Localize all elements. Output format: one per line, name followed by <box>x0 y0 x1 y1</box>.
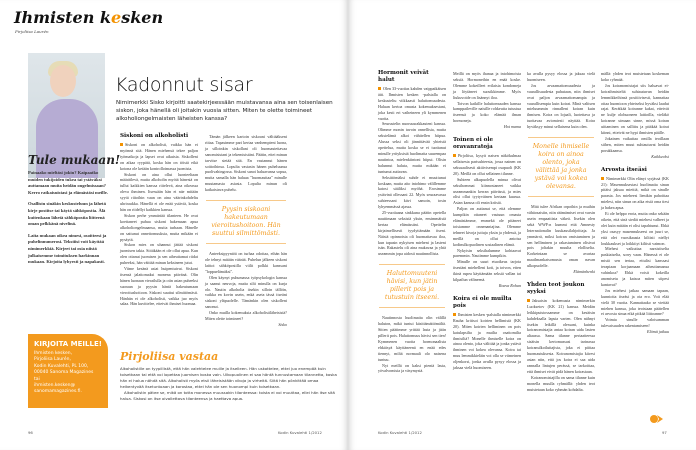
signature: Sisko <box>278 321 287 327</box>
paragraph: Alkoholistin pätee se, mikä on totta monessa muussakin tilanteessa: toista ei voi muuttaa, ellei hän itse sitä halua. Siskosi on itse oivallettava tilanteensa ja haettava apua. <box>120 390 335 401</box>
continue-arrow-icon <box>650 414 664 424</box>
right-column-1 <box>378 70 446 374</box>
bullet-square-icon <box>453 313 456 316</box>
contact-email[interactable]: ihmisten.kesken@ <box>34 383 76 389</box>
paragraph: Miehesi vaikuttaa narsistiselta paskiaiselta, sorry vaan. Hänessä ei ole mistä sen tertaa, ettulisi kanssasi terapiaan korjaamaan aiheuttamansa vahinkoa? Ehkä voisit kokeilla anomisetu ja katsoa miten siipesi kantavat? <box>601 246 669 287</box>
paragraph: Nimimerkki Olin elänyt syrjässä (KK 21): Masennuksestasi huolimatta sinun pitäisi jaksaa miettiä, mikä on sinulle parasta. Jos mieheesi lienikin pahoittaa mielesi, niin sinun on aika etsiä oma tiesi ja hakea apua. <box>601 175 669 211</box>
intro: Nimimerkki Sisko kirjoitti saatekirjeessään muistavansa aina sen toisenlaisen siskon, joka hänellä oli joitakin vuosia sitten. Miten te olette toimineet alkoholiongelmaisten läheisten kanssa? <box>116 100 333 122</box>
contact-line: 00040 Sanoma Magazines <box>34 370 94 376</box>
paragraph: Voimia sinulle valoisamman tulevaisuuden rakentamiseen! <box>601 317 669 329</box>
bullet-square-icon <box>527 299 530 302</box>
pull-quote: Pyysin siskoani hakeutumaan vieroitushoitoon. Hän suuttui silmittömästi. <box>206 200 286 244</box>
contact-line: Ihmisten kesken, <box>34 351 73 356</box>
bullet-square-icon <box>601 177 604 180</box>
bullet-square-icon <box>120 143 123 146</box>
contact-line: Pirjoliisa Laurén, <box>34 357 71 363</box>
paragraph: Olen käynyt puhumassa työpsykologin kanssa ja saanut neuvoja, mutta silti minulla on kurja olo. Nautin alkoholia itsekin silloin tällöin, vaikka en kovin usein, enkä aseta tässä itseäni siskoni yläpuolelle. Tämänkin olen siskolleni sanonut. <box>205 274 287 310</box>
paragraph: Mitä tulee Afrikan orpoihin ja muihin vähäosaisiin, niin räämämiset ovat varsin usein empaattista väkeä. Itsekin olen sekä WWF:n kummi että Amnesty Internationalin kuukausilahjoittaja. Ja ymmärrä, miksi koiran omistaminen ja sen helliminen ja rakastaminen olisivat pois joltakin muulta elolliselta. Korkeintaan se avartaa maailmankatsomusta oman navan ulkopuolelle. <box>527 204 595 269</box>
answer-title: Pirjoliisa vastaa <box>120 350 219 363</box>
paragraph: Suhteen alkupuolella minua olivat seksihommat kiinnostaneet vaikka useammankin kerran päivässä, ja mies olisi ollut tyytyväinen kertaan kuussa. Asian kanssa oli ensin kriisiä. <box>453 176 521 206</box>
headline: Kadonnut sisar <box>115 74 253 96</box>
magazine-footer: Kodin Kuvalehti 1/2012 <box>278 430 322 435</box>
right-page <box>348 0 696 450</box>
pull-quote: Haluttomuuteni hävisi, kun jätin pillerit pois ja tutustuin itseeni. <box>379 264 445 308</box>
paragraph: Meillä on myös ihanaa ja intohimoista seksiä. Hormoneihin en enää koske. Olemme kokeilleet erilaisia kondomeja ja löytäneet suosikkimme. Myös liukuvoide on lisännyt iloa. <box>453 71 521 100</box>
paragraph: Anteeksipyyntöä on turhaa odottaa, eihän hän ole tehnyt mitään väärää. Puhelun jälkeen siskoni laittoi sähköpostilla viilit polkki kanssani "loppuelämäksi". <box>205 251 287 274</box>
signature: Hot mama <box>503 124 521 130</box>
letter-heading: Yhden teot joukon syyksi <box>527 281 585 295</box>
letter-column-1 <box>120 133 198 307</box>
paragraph: Minulle on suuri etuoikeus tarjota itsestäni miehelleni koti, ja toivon, etten ikinä rupea käyttämään seksiä vallan tai kilpailun välineenä. <box>453 259 521 283</box>
paragraph: Seksittömäksi suhde ei muuttunut koskaan, mutta aito intohimo välillemme katosi sääliksi myöhä. Erosimme ystävinä ollessani 22. Myös seuraavassa suhteessani kävi samoin, tosin lyhyemmässä ajassa. <box>378 174 446 210</box>
paragraph: Nautinnosta huolimatta olin välillä haluton, mikä tuntui käsittämättömältä. Sitten päätimme yrittää lasta ja jätin pillerit pois. Haluttomuus hävisi sen tien! Kymmenen vuotta hormonaalista ehkäisyä käyttäneenä en enää edes tiennyt, miltä normaali olo naisena tuntuu. <box>378 315 446 362</box>
paragraph: ka avulla pysyy elossa ja jaksaa vielä huomiseen. <box>527 71 595 82</box>
paragraph: Siskoni on aina ollut luonteeltaan määräilevä, mutta alkoholin myötä hänestä on tullut kaikkien kanssa riitelevä, aina oikeassa oleva ihminen. Itsessään hän ei näe mitään syytä riitoihin vaan on aina väärinkohdeltu uhriraukka. Hänellä ei ole enää ystäviä, koska hän on riidellyt kaikkien kanssa. <box>120 171 198 212</box>
right-column-4 <box>601 71 669 335</box>
paragraph: Siskon perhe ymmärtää tilanteen. He ovat koettaneet puhua siskoni hakemaan apua alkoholiongelmaansa, mutta turhaan. Hänelle on sattunut onnettomuuksia, mutta mikään ei pysäytä. <box>120 212 198 242</box>
sidebar-paragraph: Painaako mieltäsi jokin? Kaipaatko muiden tukijoiden tukea tai ystäväksi auttamaan muita heidän ongelmissaan? Kerro ratkaisuistasi ja elämästäsi meille. <box>28 170 108 195</box>
paragraph: mällä: yhden teot muistetaan koskeman koko ryhmää. <box>601 71 669 82</box>
paragraph: Jos arvaamattomuudesta ja vaarallisuudesta puhutaan, niin ihmiset ovat paljon arvaamattomampia ja vaarallisempia kuin koirat. Minä valitsen mieluummin rinnalleni koiran kuin ihmisen. Koira on lojaali, luotettava ja tuottavaa aviomiesti näyttää. Koira hyväksyy minut sellaisena kuin olen. <box>527 82 595 130</box>
contact-title: KIRJOITA MEILLE! <box>34 340 102 348</box>
pull-quote: Monelle ihmiselle koira on ainoa olento, joka välittää ja jonka ystävä voi kokea olevansa. <box>528 137 594 197</box>
paragraph: Paljon on auttanut se, että olemme kumpikin ottaneet vastuun omasta elämästämme, emmekä ole pitäneet toisiamme onnenantajina. Olemme tehneet kivoja juttuja yksin ja yhdessä, ja meillä on ollut antoisa kodinulkopuolinen sosiaalinen elämä. <box>453 206 521 247</box>
answer-body <box>120 366 340 402</box>
contact-email[interactable]: sanomamagazines.fi. <box>34 389 82 395</box>
section-title <box>14 8 163 27</box>
letter-heading: Siskoni on alkoholisti <box>120 133 189 139</box>
paragraph: Ei ole helppo erota, mutta onko sekään oikein, että sinä siedät miehesi valheet ja olet kuin mitään ei olisi tapahtunut. Ehkä yksi osasyy masennukseesi on juuri se, että olet vuosikausia kiltisti niellyt loukkaukset ja loikkiiyt kiltisti vaimon. <box>601 211 669 246</box>
contact-line: tai <box>34 376 40 382</box>
letter-heading: Toinen ei ole oravanratoja <box>453 137 494 151</box>
paragraph: Nykyisin seksihalumme kohtaavat paremmin. Nautimme kumpikin. <box>453 247 521 259</box>
section-title-text: Ihmisten kesken <box>14 8 164 27</box>
paragraph: Koiranomistajilla on sama tilanne kuin monella muulla ryhmällä: yhden teot muistetaan koko ryhmän kohdalta. <box>527 374 595 392</box>
paragraph: 25-vuotiaana sinkkuna päätin opetella nauttimaan seksistä yksin, ensimmäistä kertaa elämässäni. Opettelin kirjaimellisesti tyydyttämään itseni. Näistä opinnoista oli huomattavaa iloa, kun tapasin nykyisen mieheni ja lasteni isän. Rakastelu oli aina mukavaa ja yhtä useammin jopa aidosti nautinnollista. <box>378 210 446 257</box>
paragraph: Viime kesänä asiat huipentuivat. Siskoni itsensä jalattomaksi monena päivänä. Olin hänen luonaan vierailulla ja otin asian puheeksi suoraan ja pyysin häntä hakeutumaan vieroitushoitoon. Siskoni suuttui silmittömästi. Hänhän ei ole alkoholisti, vaikka juo myös salaa. Hän kuvittelee, etteivät ihmiset huomaa. <box>120 266 198 307</box>
letter-heading: Arvosta itseäsi <box>601 166 647 173</box>
bullet-square-icon <box>378 87 381 90</box>
sidebar-paragraph: Laita mukaan oikea nimesi, osoitteesi ja puhelinnumerosi. Tekstiisi voit käyttää nimimerkkiä. Kirjeet tai osia niistä julkaisemme toimituksen harkinnan mukaan. Kirjoita lyhyesti ja napakasti. <box>28 232 107 265</box>
paragraph: Seurustelin nuoruusrakkauteni kanssa. Olimme monin tavoin onnellisia, mutta seksielämä alkoi vähitellen hiipua. Alussa seksi oli jännittävää yhteistä opettelua, mutta koska se ei tuottanut minulle yrityksistä huolimatta suurempaa nautintoa, mielenkiintoni hiipui. Olisin halunnut haluta, mutta mikään ei tuntunut auttavan. <box>378 121 446 174</box>
magazine-footer: Kodin Kuvalehti 1/2012 <box>378 430 422 435</box>
paragraph: Olen 33-vuotias kahden vaippaikäisen äiti. Ihmisten kesken -palstalla on keskusteltu viikkaasti haluttomuudesta. Haluan kertoa omasta kokemuksestani, joka kesti eri vaiheineen yli kymmenen vuotta. <box>378 86 446 121</box>
paragraph: Alkoholistille on tyypillistä, että hän valehtelee muille ja itselleen. Hän uskottelee, ettei juo enempää kuin toisetkaan tai että voi lopettaa juomisen koska vain. Ulkopuolinen ei saa häntä tunnustamaan tilannetta, koska hän ei halua nähdä sitä. Alkoholisti myös etsii läheisistään vikoja ja virheitä. Siitä hän pönkittää omaa heikentyvää itsetuntoaan ja korostaa, ettei hän ole sen huonompi kuin toisetkaan. <box>120 366 337 389</box>
sidebar-title: Tule mukaan! <box>28 153 121 167</box>
paragraph: Nyt meillä on kaksi pientä lasta, yövalvomisia ja väsymystä. <box>378 362 446 374</box>
paragraph: Jaksaisin kokemusta nimimerkin Luoksetov (KK 21) kanssa. Meidän leikkipuistossamme on kesäisin kahdeksalla lapsia varten. Olen nähnyt itsekin leikillä olessani, kuinka koiranomistajia antaa koiran uida lasten altaassa. Sama tilanne periaatteessa sisäisin kertomassasi tarinassa koiranulkoiluttajista, joka ei piittaa huomautuksesta. Koiranomistajia kiiresi asian niin, että jos koira ei saa uida rannalla lintujen perässä, se tarkoittaa, että ihmiset eivät pidä hänen koirastaan. <box>527 297 595 374</box>
paragraph: Ihmisten kesken -palstalla nimimerkki Rauha kritisoi koirien hellimistä (KK 20). Miten koirien helliminen on pois katulapsilta ja muilta osattomilta ihmisiltä? Monelle ihmiselle koira on ainoa olento, joka välittää ja jonka ystävä ihminen voi kokea olevansa. Koira tai muu lemmikkieläin voi olla se viimeinen oljenkorsi, jonka avulla pysyy elossa ja jaksaa vielä huomiseen. <box>453 311 521 371</box>
author: Pirjoliisa Laurén <box>15 29 49 34</box>
bullet-square-icon <box>453 154 456 157</box>
paragraph: Siskoni on alkoholisti, vaikka hän ei myönnä sitä. Hänen miehensä tekee paljon työmatkoja ja lapset ovat aikuisia. Siskolleni on aikaa ryypätä, koska hän on töistä eikä kotona ole ketään kontrolloimassa juomista. <box>120 142 198 171</box>
paragraph: Jos miehesi jatkaa samaan tapaan, kunnioita itseäsi ja ota ero. Voit elää vielä 30 vuotta. Kannattaako se viettää miehen kanssa, joka teoistaan päätellen ei arvosta sinua eikä pitkää liittoanne? <box>601 287 669 317</box>
paragraph: Jos koiranomistajat siis haluavat ei-koiraihmisteltä suhtautuvan heidän lemmikkeihinsä positiivisesti, kannattaa ottaa huomioon yhteiseksi hyväksi laadut rajat. Kerätkää koiranne kakat, etteivät ne kulje olohuoneen lattioilla, vieläkö koiranne uimaan sinne, missä koiran uittaminen on sallittu ja pitäkää koirat kiinni, etteivät ne hypi ihmisten päälle. <box>601 82 669 136</box>
page-number: 97 <box>662 430 667 435</box>
signature: Elämänhenki <box>573 269 595 275</box>
paragraph: Jokainen vaikuttaa omilla teoillaan siihen, miten muut suhtautuvat heidän porukkaansa. <box>601 135 669 153</box>
sidebar-paragraph: Osallistu sinäkin keskusteluun ja lähetä kirje postitse tai käytä sähköpostia. Älä kuitenkaan lähetä sähköpostia liitteenä oman pelkkänä nivelinä. <box>28 201 106 227</box>
right-column-2 <box>453 71 521 371</box>
paragraph: Siskon mies on uhannut jättää siskoni juomisen takia. Siitäkään ei ole ollut apua. Kun olen ottanut juomisen ja sen aiheuttamat riidat puheeksi, hän väittää minun keksineen jutut. <box>120 242 198 266</box>
contact-line: Kodin Kuvalehti, PL 100, <box>34 363 89 369</box>
paragraph: Onko muilla kokemuksia alkoholistiläheisistä? Miten olette toimineet? <box>205 310 287 322</box>
right-column-3 <box>527 71 595 392</box>
paragraph: Toivon kaikille haluttomuuden kanssa kamppaileville naisille rohkeutta tutustua itseensä ja koko elämää ilman hormoneja. <box>453 100 521 124</box>
letter-heading: Koira ei ole muilta pois <box>453 295 512 309</box>
signature: Roava Rohan <box>498 283 521 288</box>
paragraph: Tämän jälkeen kartoin siskoani välttääkseni riitaa. Tapasimme pari kertaa vanhempieni luona, ja silloinkin siskollani oli huomautettavaa sanomisistani ja tekemisistäni. Päätin, ettei minun tarvitse sietää sitä. En vastannut hänen soittoihinsa. Lopulta vastasin hänen puheluunsa puolivahingossa. Siskoni sanoi haluavansa sopua, mutta samalla hän haluaa "huomauttaa" minulle muutamasta asiasta. Lopulta minun oli katkaistava puhelu. <box>205 134 287 193</box>
page-number: 96 <box>28 430 33 435</box>
signature: Elämä jatkuu <box>647 329 669 335</box>
signature: Kaikkeeksi <box>651 153 669 159</box>
sidebar-body <box>28 170 110 271</box>
paragraph: Pirjoliisa, kysyit naisen näkökulmaa sellaisesta parisuhteesta, jossa nainen on seksuaalisesti aktiivisempi osapuoli (KK 20). Meillä on ollut sellainen tilanne. <box>453 153 521 176</box>
letter-column-2 <box>205 134 287 328</box>
letter-heading: Hormonit veivät halut <box>378 70 429 83</box>
contact-box <box>28 334 108 408</box>
